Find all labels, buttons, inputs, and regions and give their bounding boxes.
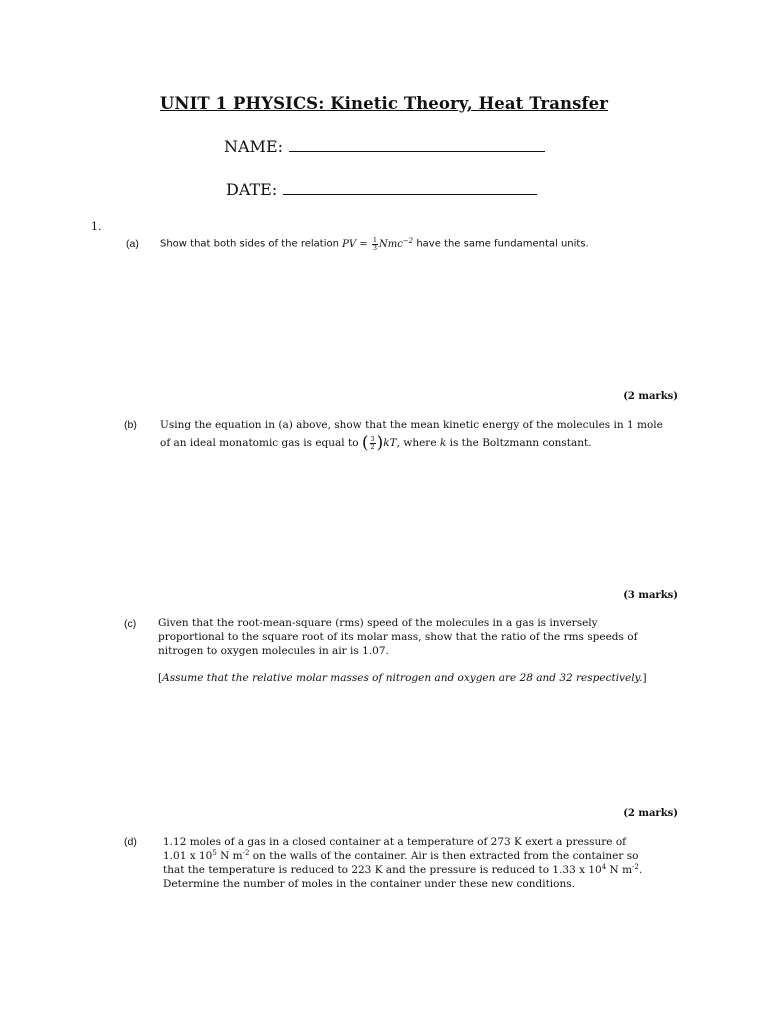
pressure-unit: N m <box>216 850 243 862</box>
kt-fraction <box>370 436 376 450</box>
kt-term: kT <box>383 437 397 449</box>
worksheet-title: UNIT 1 PHYSICS: Kinetic Theory, Heat Transfer <box>159 94 609 113</box>
part-a-text <box>160 237 589 251</box>
question-number: 1. <box>91 220 102 233</box>
date-blank-line <box>283 193 537 195</box>
note-open-bracket: [ <box>158 672 163 684</box>
name-field <box>224 137 545 156</box>
part-b-line-2-mid: , where <box>396 437 437 449</box>
part-c-label: (c) <box>124 618 137 630</box>
part-a-marks: (2 marks) <box>623 391 678 402</box>
part-c-marks: (2 marks) <box>623 808 678 819</box>
part-c-line-3: nitrogen to oxygen molecules in air is 1.07. <box>158 645 389 657</box>
part-b-line-2 <box>160 433 592 453</box>
name-label: NAME: <box>224 137 284 156</box>
note-text: Assume that the relative molar masses of nitrogen and oxygen are 28 and 32 respectively. <box>162 672 643 684</box>
fraction-numerator: 1 <box>372 236 377 244</box>
equation-fraction <box>372 237 378 251</box>
equation-lhs: PV = <box>342 238 371 250</box>
part-d-line-1: 1.12 moles of a gas in a closed container at a temperature of 273 K exert a pressure of <box>163 836 627 848</box>
equation-exponent: −2 <box>402 236 414 245</box>
part-d-line-2 <box>163 849 638 863</box>
part-b-marks: (3 marks) <box>623 590 678 601</box>
part-b-label: (b) <box>124 419 137 431</box>
part-c-line-1: Given that the root-mean-square (rms) speed of the molecules in a gas is inversely <box>158 617 598 629</box>
part-d-line-2-rest: on the walls of the container. Air is then extracted from the container so <box>249 850 639 862</box>
part-b-line-2-after: is the Boltzmann constant. <box>449 437 592 449</box>
part-d-label: (d) <box>124 836 137 848</box>
part-c-assumption-note <box>158 671 647 685</box>
part-b-line-1: Using the equation in (a) above, show that the mean kinetic energy of the molecules in 1 mole <box>160 419 663 431</box>
part-a-equation <box>342 236 414 252</box>
pressure-initial-base: 1.01 x 10 <box>163 850 213 862</box>
pressure-final-unit: N m <box>606 864 633 876</box>
left-paren: ( <box>361 433 369 453</box>
date-field <box>226 180 537 199</box>
part-c-line-2: proportional to the square root of its molar mass, show that the ratio of the rms speeds of <box>158 631 638 643</box>
equation-rhs: Nmc <box>378 238 403 250</box>
part-d-line-4: Determine the number of moles in the container under these new conditions. <box>163 878 575 890</box>
kt-fraction-denominator: 2 <box>370 442 375 451</box>
fraction-denominator: 3 <box>372 243 377 252</box>
date-label: DATE: <box>226 180 278 199</box>
part-a-text-after: have the same fundamental units. <box>416 238 589 250</box>
pressure-final-unit-exponent: -2 <box>632 863 639 871</box>
part-d-line-3 <box>163 863 642 877</box>
pressure-final-base: that the temperature is reduced to 223 K and the pressure is reduced to 1.33 x 10 <box>163 864 602 876</box>
pressure-final-exponent: 4 <box>601 863 607 871</box>
kt-fraction-numerator: 3 <box>370 435 375 443</box>
pressure-initial-exponent: 5 <box>212 849 217 857</box>
part-d-line-3-end: . <box>638 864 643 876</box>
note-close-bracket: ] <box>642 672 647 684</box>
part-a-text-before: Show that both sides of the relation <box>160 238 339 250</box>
pressure-unit-exponent: -2 <box>242 849 250 857</box>
right-paren: ) <box>376 433 384 453</box>
part-b-line-2-before: of an ideal monatomic gas is equal to <box>160 437 359 449</box>
name-blank-line <box>289 150 545 152</box>
part-a-label: (a) <box>126 238 139 250</box>
k-symbol: k <box>439 437 447 449</box>
